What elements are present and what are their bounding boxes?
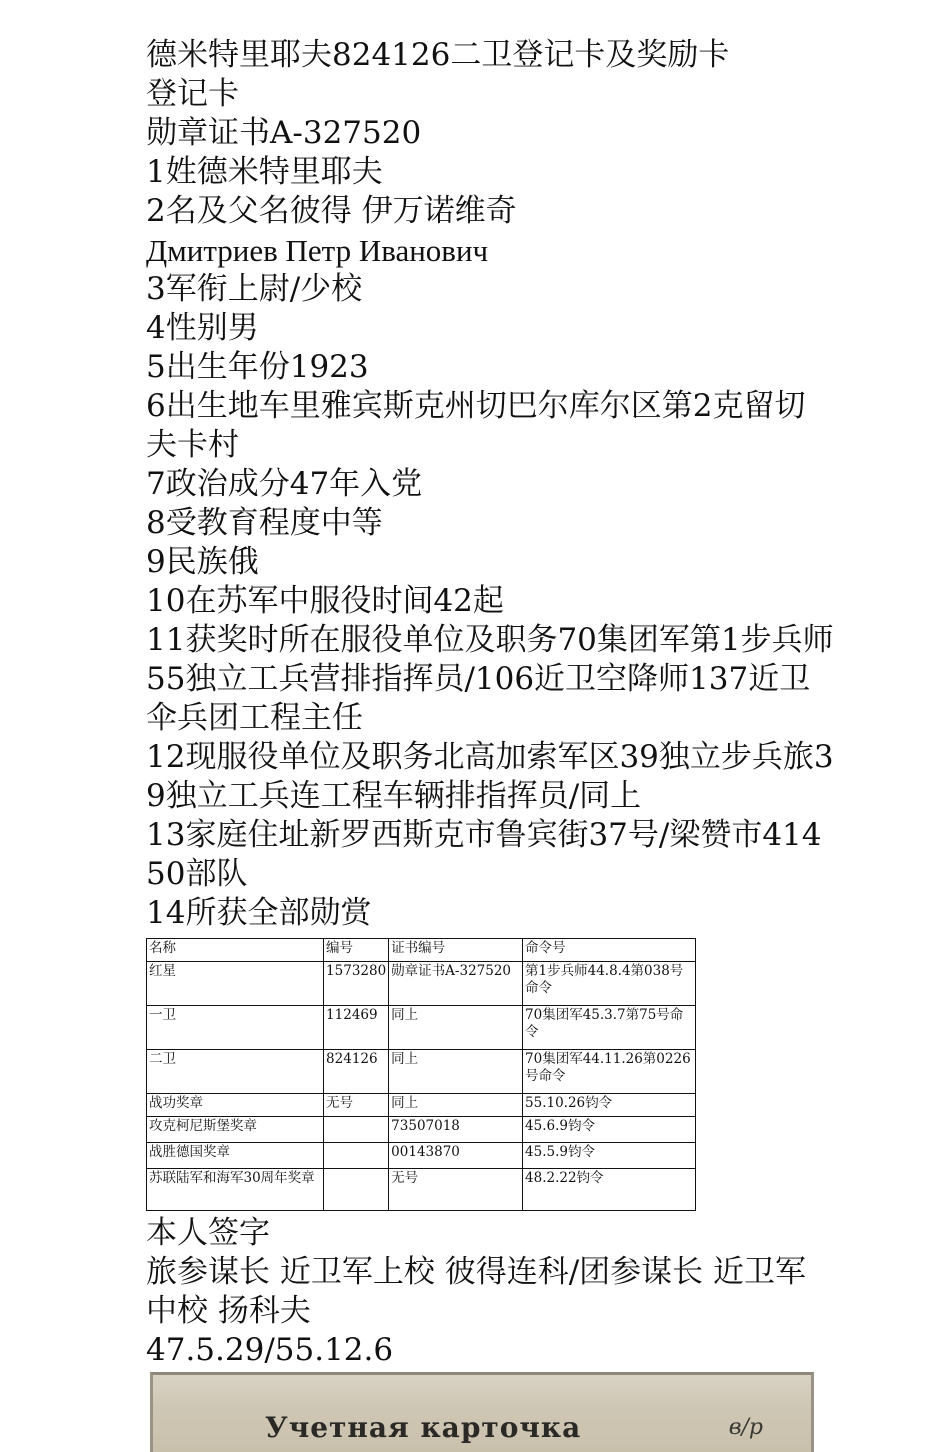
field-service-since: 10在苏军中服役时间42起 [146, 583, 504, 619]
field-party: 7政治成分47年入党 [146, 466, 423, 502]
cell-number: 112469 [324, 1006, 389, 1050]
cell-number: 1573280 [324, 962, 389, 1006]
cell-certificate: 同上 [389, 1094, 523, 1117]
cell-name: 战功奖章 [147, 1094, 324, 1117]
header-number: 编号 [324, 939, 389, 962]
header-certificate: 证书编号 [389, 939, 523, 962]
scanned-card-title: Учетная карточка [265, 1411, 582, 1444]
cell-number [324, 1117, 389, 1143]
cell-certificate: 00143870 [389, 1143, 523, 1169]
field-current-unit: 12现服役单位及职务北高加索军区39独立步兵旅39独立工兵连工程车辆排指挥员/同上 [146, 739, 834, 814]
table-row [147, 1117, 696, 1143]
cell-name: 攻克柯尼斯堡奖章 [147, 1117, 324, 1143]
cell-number: 824126 [324, 1050, 389, 1094]
signature-label: 本人签字 [146, 1215, 270, 1251]
field-birth-year: 5出生年份1923 [146, 349, 369, 385]
field-birthplace: 6出生地车里雅宾斯克州切巴尔库尔区第2克留切夫卡村 [146, 388, 806, 463]
field-rank: 3军衔上尉/少校 [146, 271, 363, 307]
cell-number [324, 1169, 389, 1211]
header-order: 命令号 [523, 939, 696, 962]
cell-name: 战胜德国奖章 [147, 1143, 324, 1169]
field-surname: 1姓德米特里耶夫 [146, 154, 383, 190]
cell-order: 48.2.22钧令 [523, 1169, 696, 1211]
cell-certificate: 勋章证书A-327520 [389, 962, 523, 1006]
dates: 47.5.29/55.12.6 [146, 1332, 394, 1368]
field-all-awards: 14所获全部勋赏 [146, 895, 372, 931]
table-row [147, 1094, 696, 1117]
document-title: 德米特里耶夫824126二卫登记卡及奖励卡 [146, 37, 730, 73]
field-address: 13家庭住址新罗西斯克市鲁宾街37号/梁赞市41450部队 [146, 817, 822, 892]
table-row [147, 1006, 696, 1050]
cell-number [324, 1143, 389, 1169]
awards-table [146, 938, 696, 1211]
document-footer [146, 1214, 836, 1370]
cell-certificate: 同上 [389, 1050, 523, 1094]
cell-name: 二卫 [147, 1050, 324, 1094]
cell-order: 55.10.26钧令 [523, 1094, 696, 1117]
field-sex: 4性别男 [146, 310, 259, 346]
cell-name: 苏联陆军和海军30周年奖章 [147, 1169, 324, 1211]
field-nationality: 9民族俄 [146, 544, 259, 580]
table-row [147, 962, 696, 1006]
cell-order: 70集团军45.3.7第75号命令 [523, 1006, 696, 1050]
field-given-name: 2名及父名彼得 伊万诺维奇 [146, 193, 517, 229]
table-header-row [147, 939, 696, 962]
table-row [147, 1143, 696, 1169]
scanned-card-photo [150, 1372, 814, 1452]
cell-order: 70集团军44.11.26第0226号命令 [523, 1050, 696, 1094]
header-name: 名称 [147, 939, 324, 962]
field-education: 8受教育程度中等 [146, 505, 383, 541]
cell-certificate: 同上 [389, 1006, 523, 1050]
table-row [147, 1050, 696, 1094]
cell-name: 一卫 [147, 1006, 324, 1050]
cell-name: 红星 [147, 962, 324, 1006]
cell-order: 45.5.9钧令 [523, 1143, 696, 1169]
cell-certificate: 无号 [389, 1169, 523, 1211]
cell-order: 45.6.9钧令 [523, 1117, 696, 1143]
cell-order: 第1步兵师44.8.4第038号命令 [523, 962, 696, 1006]
signers: 旅参谋长 近卫军上校 彼得连科/团参谋长 近卫军中校 扬科夫 [146, 1254, 807, 1329]
certificate-number: 勋章证书A-327520 [146, 115, 422, 151]
field-russian-name: Дмитриев Петр Иванович [146, 233, 489, 268]
scanned-card-mark: в/р [728, 1415, 763, 1440]
field-unit-at-award: 11获奖时所在服役单位及职务70集团军第1步兵师55独立工兵营排指挥员/106近卫空降师137近卫伞兵团工程主任 [146, 622, 834, 736]
cell-number: 无号 [324, 1094, 389, 1117]
section-title: 登记卡 [146, 76, 239, 112]
cell-certificate: 73507018 [389, 1117, 523, 1143]
document-body [146, 36, 836, 933]
table-row [147, 1169, 696, 1211]
